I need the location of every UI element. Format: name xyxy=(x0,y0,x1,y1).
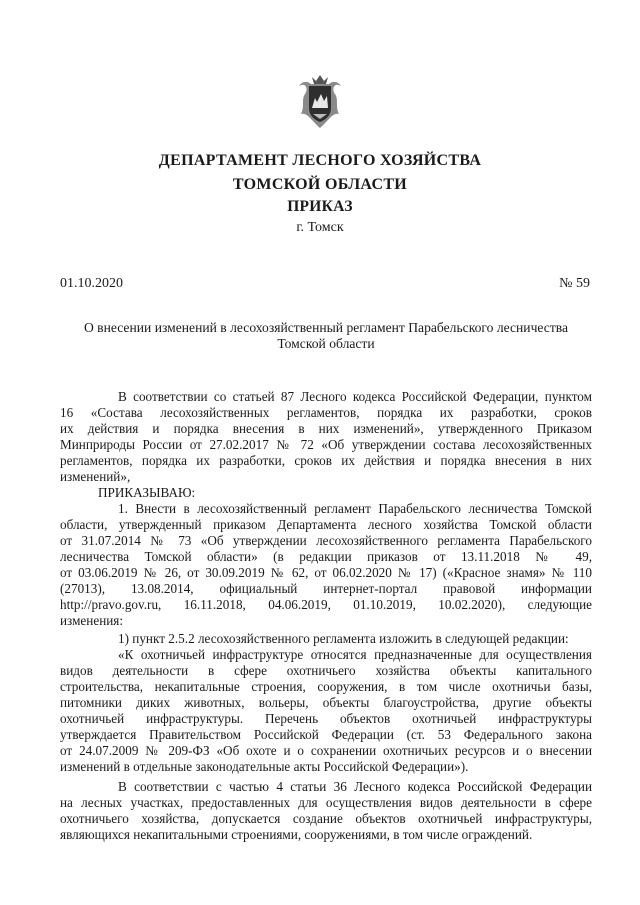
org-name-line1: ДЕПАРТАМЕНТ ЛЕСНОГО ХОЗЯЙСТВА xyxy=(158,152,482,169)
sub-item-1: 1) пункт 2.5.2 лесохозяйственного регламента изложить в следующей редакции: xyxy=(118,631,569,646)
text-line: изменений», xyxy=(60,469,131,484)
text-line: http://pravo.gov.ru, 16.11.2018, 04.06.2019, 01.10.2019, 10.02.2020), следующие xyxy=(60,597,592,612)
text-line: (27013), 13.08.2014, официальный интернет-портал правовой информации xyxy=(60,581,592,596)
city: г. Томск xyxy=(296,220,344,235)
org-name-line2: ТОМСКОЙ ОБЛАСТИ xyxy=(232,176,408,193)
doc-title-line1: О внесении изменений в лесохозяйственный регламент Парабельского лесничества xyxy=(83,320,569,335)
doc-body xyxy=(60,389,592,843)
text-line: на лесных участках, предоставленных для осуществления видов деятельности в сфере xyxy=(60,795,592,810)
doc-title-line2: Томской области xyxy=(277,336,375,351)
text-line: видов деятельности в сфере охотничьего хозяйства объекты капитального xyxy=(60,663,592,678)
coat-of-arms-icon xyxy=(295,72,345,132)
closing-paragraph xyxy=(60,779,592,843)
text-line: от 24.07.2009 № 209-ФЗ «Об охоте и о сохранении охотничьих ресурсов и о внесении xyxy=(60,743,592,758)
text-line: регламентов, порядка их разработки, сроков их действия и порядка внесения в них xyxy=(60,453,592,468)
text-line: «К охотничьей инфраструктуре относятся предназначенные для осуществления xyxy=(118,647,592,662)
text-line: изменений в отдельные законодательные акты Российской Федерации»). xyxy=(60,759,469,774)
quote-block xyxy=(60,647,592,775)
text-line: В соответствии со статьей 87 Лесного кодекса Российской Федерации, пунктом xyxy=(118,389,592,404)
text-line: от 31.07.2014 № 73 «Об утверждении лесохозяйственного регламента Парабельского xyxy=(60,533,592,548)
text-line: их действия и порядка внесения в них изменений», утвержденного Приказом xyxy=(60,421,592,436)
text-line: 16 «Состава лесохозяйственных регламентов, порядка их разработки, сроков xyxy=(60,405,592,420)
text-line: строительства, некапитальные строения, сооружения, в том числе охотничьи базы, xyxy=(60,679,592,694)
text-line: Минприроды России от 27.02.2017 № 72 «Об утверждении состава лесохозяйственных xyxy=(60,437,592,452)
text-line: изменения: xyxy=(60,613,124,628)
text-line: области, утвержденный приказом Департамента лесного хозяйства Томской области xyxy=(60,517,592,532)
text-line: являющихся некапитальными строениями, сооружениями, в том числе ограждений. xyxy=(60,827,533,842)
text-line: В соответствии с частью 4 статьи 36 Лесного кодекса Российской Федерации xyxy=(118,779,592,794)
text-line: 1. Внести в лесохозяйственный регламент Парабельского лесничества Томской xyxy=(118,501,592,516)
item-1 xyxy=(60,501,592,629)
text-line: лесничества Томской области» (в редакции приказов от 13.11.2018 № 49, xyxy=(60,549,592,564)
text-line: охотничьего хозяйства, допускается создание объектов охотничьей инфраструктуры, xyxy=(60,811,592,826)
text-line: от 03.06.2019 № 26, от 30.09.2019 № 62, от 06.02.2020 № 17) («Красное знамя» № 110 xyxy=(60,565,592,580)
text-line: охотничьей инфраструктуры. Перечень объектов охотничьей инфраструктуры xyxy=(60,711,592,726)
text-line: питомники диких животных, вольеры, объекты благоустройства, другие объекты xyxy=(60,695,592,710)
text-line: утверждается Правительством Российской Федерации (ст. 53 Федерального закона xyxy=(60,727,592,742)
doc-number: № 59 xyxy=(559,276,590,291)
order-word: ПРИКАЗЫВАЮ: xyxy=(98,485,196,500)
doc-date: 01.10.2020 xyxy=(60,276,123,291)
doc-type: ПРИКАЗ xyxy=(287,198,353,215)
intro-paragraph xyxy=(60,389,592,485)
doc-title xyxy=(60,320,592,352)
